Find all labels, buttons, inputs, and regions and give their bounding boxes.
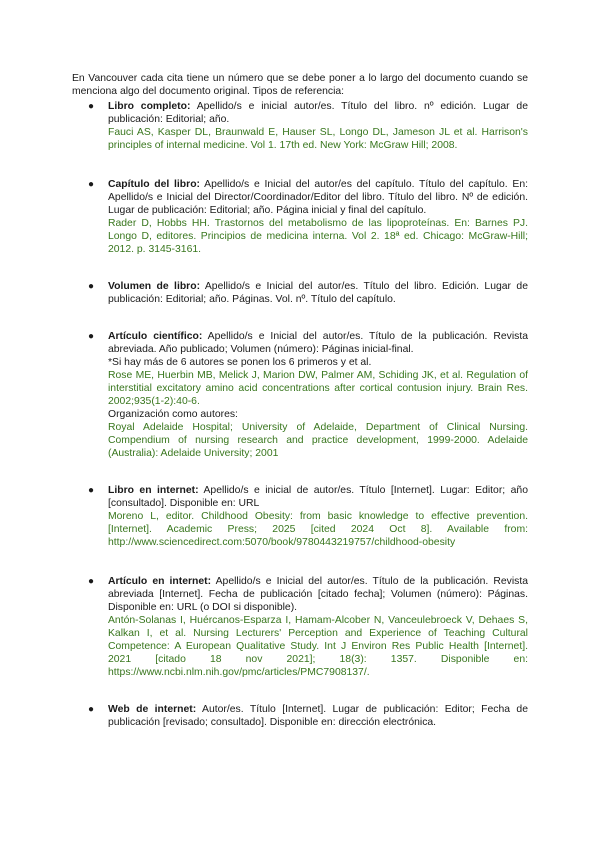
reference-title: Libro completo: bbox=[108, 101, 191, 112]
reference-title: Web de internet: bbox=[108, 704, 197, 715]
reference-item-libro-internet bbox=[72, 484, 528, 549]
reference-types-list bbox=[72, 100, 528, 729]
reference-note-organization: Organización como autores: bbox=[108, 409, 238, 420]
reference-item-articulo-cientifico bbox=[72, 330, 528, 460]
reference-item-capitulo-libro bbox=[72, 178, 528, 256]
bullet-icon: ● bbox=[88, 576, 95, 587]
bullet-icon: ● bbox=[88, 331, 95, 342]
reference-example-organization: Royal Adelaide Hospital; University of Adelaide, Department of Clinical Nursing. Compendium of nursing research and practice development, 1999-2000. Adelaide (Australia): Adelaide University; 2001 bbox=[108, 422, 528, 459]
bullet-icon: ● bbox=[88, 485, 95, 496]
reference-item-volumen-libro bbox=[72, 280, 528, 306]
reference-example: Moreno L, editor. Childhood Obesity: from basic knowledge to effective prevention. [Internet]. Academic Press; 2025 [cited 2024 Oct 8]. Available from: http://www.sciencedirect.com:5070/book/9780443219757/childhood-obesity bbox=[108, 511, 528, 548]
reference-example: Rose ME, Huerbin MB, Melick J, Marion DW, Palmer AM, Schiding JK, et al. Regulation of interstitial excitatory amino acid concentrations after cortical contusion injury. Brain Res. 2002;935(1-2):40-6. bbox=[108, 370, 528, 407]
reference-item-articulo-internet bbox=[72, 575, 528, 679]
reference-format: Apellido/s e Inicial del autor/es del capítulo. Título del capítulo. En: Apellido/s e Inicial del Director/Coordinador/Editor del libro. Título del libro. Nº de edición. Lugar de publicación: Editorial; año. Página inicial y final del capítulo. bbox=[108, 179, 528, 216]
reference-title: Artículo en internet: bbox=[108, 576, 212, 587]
reference-note: *Si hay más de 6 autores se ponen los 6 primeros y et al. bbox=[108, 357, 372, 368]
reference-example: Rader D, Hobbs HH. Trastornos del metabolismo de las lipoproteínas. En: Barnes PJ. Longo D, editores. Principios de medicina interna. Vol 2. 18ª ed. Chicago: McGraw-Hill; 2012. p. 3145-3161. bbox=[108, 218, 528, 255]
reference-format: Apellido/s e Inicial del autor/es. Título del libro. Edición. Lugar de publicación: Editorial; año. Páginas. Vol. nº. Título del capítulo. bbox=[108, 281, 528, 305]
bullet-icon: ● bbox=[88, 281, 95, 292]
reference-format: Apellido/s e inicial autor/es. Título del libro. nº edición. Lugar de publicación: Editorial; año. bbox=[108, 101, 528, 125]
bullet-icon: ● bbox=[88, 179, 95, 190]
reference-format: Apellido/s e Inicial del autor/es. Título de la publicación. Revista abreviada [Internet]. Fecha de publicación [citado fecha]; Volumen (número): Páginas. Disponible en: URL (o DOI si disponible). bbox=[108, 576, 528, 613]
reference-item-libro-completo bbox=[72, 100, 528, 152]
reference-example: Antón-Solanas I, Huércanos-Esparza I, Hamam-Alcober N, Vanceulebroeck V, Dehaes S, Kalkan I, et al. Nursing Lecturers' Perception and Experience of Teaching Cultural Competence: A European Qualitative Study. Int J Environ Res Public Health [Internet]. 2021 [citado 18 nov 2021]; 18(3): 1357. Disponible en: https://www.ncbi.nlm.nih.gov/pmc/articles/PMC7908137/. bbox=[108, 615, 528, 678]
reference-item-web-internet bbox=[72, 703, 528, 729]
bullet-icon: ● bbox=[88, 704, 95, 715]
reference-title: Volumen de libro: bbox=[108, 281, 201, 292]
reference-format: Autor/es. Título [Internet]. Lugar de publicación: Editor; Fecha de publicación [revisado; consultado]. Disponible en: dirección electrónica. bbox=[108, 704, 528, 728]
intro-paragraph: En Vancouver cada cita tiene un número que se debe poner a lo largo del documento cuando se menciona algo del documento original. Tipos de referencia: bbox=[72, 73, 528, 97]
bullet-icon: ● bbox=[88, 101, 95, 112]
reference-format: Apellido/s e Inicial del autor/es. Título de la publicación. Revista abreviada. Año publicado; Volumen (número): Páginas inicial-final. bbox=[108, 331, 528, 355]
reference-format: Apellido/s e inicial de autor/es. Título [Internet]. Lugar: Editor; año [consultado]. Disponible en: URL bbox=[108, 485, 528, 509]
reference-example: Fauci AS, Kasper DL, Braunwald E, Hauser SL, Longo DL, Jameson JL et al. Harrison's principles of internal medicine. Vol 1. 17th ed. New York: McGraw Hill; 2008. bbox=[108, 127, 528, 151]
reference-title: Capítulo del libro: bbox=[108, 179, 201, 190]
reference-title: Artículo científico: bbox=[108, 331, 203, 342]
reference-title: Libro en internet: bbox=[108, 485, 199, 496]
